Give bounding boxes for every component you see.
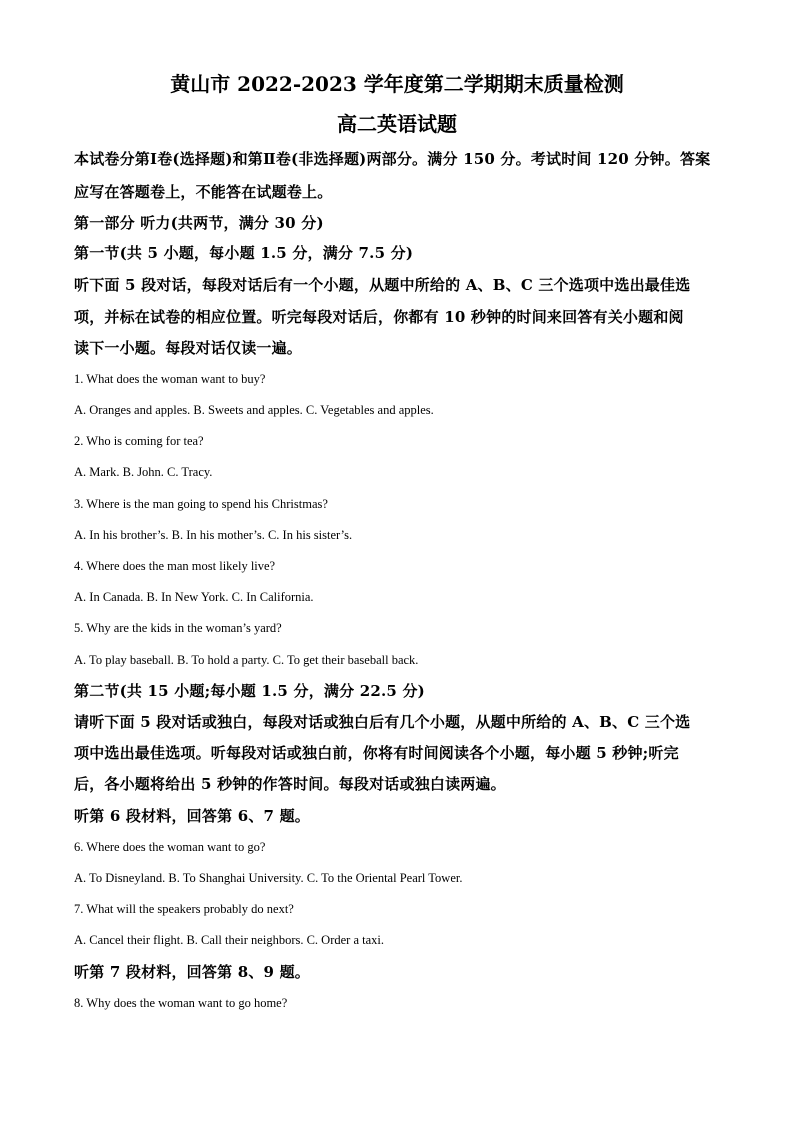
question-4: 4. Where does the man most likely live?	[74, 559, 276, 573]
options-2: A. Mark. B. John. C. Tracy.	[74, 465, 213, 479]
section1-instruction-1: 听下面 5 段对话，每段对话后有一个小题，从题中所给的 A、B、C 三个选项中选出最佳选	[74, 276, 691, 294]
options-5: A. To play baseball. B. To hold a party. C. To get their baseball back.	[74, 653, 419, 667]
question-5: 5. Why are the kids in the woman’s yard?	[74, 621, 282, 635]
section2-heading: 第二节(共 15 小题;每小题 1.5 分，满分 22.5 分)	[74, 682, 425, 700]
question-6: 6. Where does the woman want to go?	[74, 840, 266, 854]
intro-line-2: 应写在答题卷上，不能答在试题卷上。	[74, 183, 333, 201]
intro-line-1: 本试卷分第Ⅰ卷(选择题)和第Ⅱ卷(非选择题)两部分。满分 150 分。考试时间 120 分钟。答案	[74, 150, 711, 168]
question-8: 8. Why does the woman want to go home?	[74, 996, 288, 1010]
section2-instruction-1: 请听下面 5 段对话或独白，每段对话或独白后有几个小题，从题中所给的 A、B、C 三个选	[74, 713, 691, 731]
section1-heading: 第一节(共 5 小题，每小题 1.5 分，满分 7.5 分)	[74, 244, 414, 262]
exam-subtitle: 高二英语试题	[337, 112, 457, 136]
options-1: A. Oranges and apples. B. Sweets and apples. C. Vegetables and apples.	[74, 403, 434, 417]
question-2: 2. Who is coming for tea?	[74, 434, 204, 448]
options-6: A. To Disneyland. B. To Shanghai University. C. To the Oriental Pearl Tower.	[74, 871, 463, 885]
section1-instruction-2: 项，并标在试卷的相应位置。听完每段对话后，你都有 10 秒钟的时间来回答有关小题和阅	[74, 308, 684, 326]
options-7: A. Cancel their flight. B. Call their neighbors. C. Order a taxi.	[74, 933, 384, 947]
question-7: 7. What will the speakers probably do next?	[74, 902, 294, 916]
options-4: A. In Canada. B. In New York. C. In California.	[74, 590, 314, 604]
section1-instruction-3: 读下一小题。每段对话仅读一遍。	[74, 339, 303, 357]
options-3: A. In his brother’s. B. In his mother’s. C. In his sister’s.	[74, 528, 353, 542]
section2-instruction-2: 项中选出最佳选项。听每段对话或独白前，你将有时间阅读各个小题，每小题 5 秒钟;听完	[74, 744, 679, 762]
part1-heading: 第一部分 听力(共两节，满分 30 分)	[74, 214, 324, 232]
group-6-heading: 听第 6 段材料，回答第 6、7 题。	[74, 807, 311, 825]
exam-title: 黄山市 2022-2023 学年度第二学期期末质量检测	[170, 72, 624, 96]
section2-instruction-3: 后，各小题将给出 5 秒钟的作答时间。每段对话或独白读两遍。	[74, 775, 506, 793]
group-7-heading: 听第 7 段材料，回答第 8、9 题。	[74, 963, 311, 981]
question-1: 1. What does the woman want to buy?	[74, 372, 266, 386]
question-3: 3. Where is the man going to spend his Christmas?	[74, 497, 328, 511]
